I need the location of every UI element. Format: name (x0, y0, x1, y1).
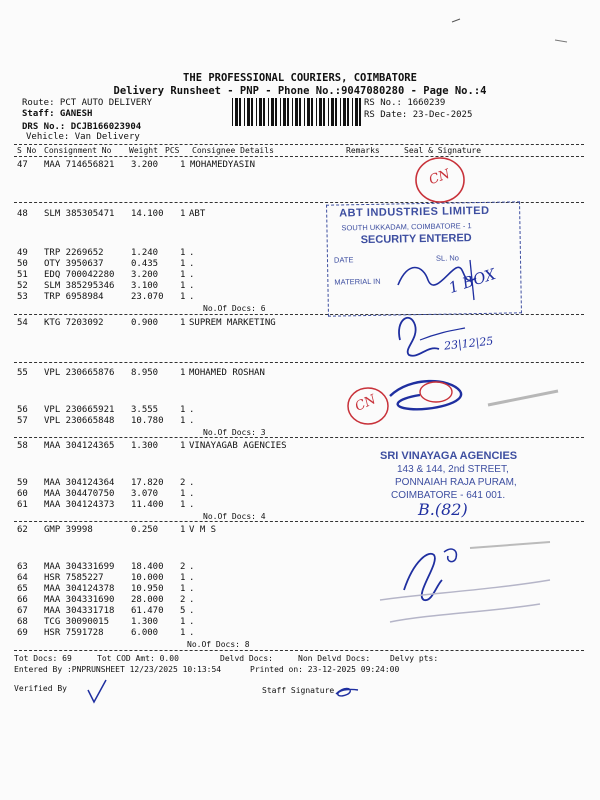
total-cod-amount: Tot COD Amt: 0.00 (97, 654, 179, 663)
row-pcs: 2 (180, 478, 186, 488)
handwritten-note: B.(82) (418, 500, 468, 519)
row-pcs: 1 (180, 248, 186, 258)
row-pcs: 1 (180, 573, 186, 583)
row-consignee: . (189, 292, 195, 302)
row-consignment: MAA 304124364 (44, 478, 115, 488)
row-consignment: VPL 230665876 (44, 368, 115, 378)
row-pcs: 1 (180, 441, 186, 451)
row-consignee: . (189, 606, 195, 616)
row-pcs: 1 (180, 525, 186, 535)
stamp-address: SOUTH UKKADAM, COIMBATORE - 1 (341, 221, 472, 233)
row-consignment: HSR 7591728 (44, 628, 104, 638)
row-weight: 14.100 (131, 209, 164, 219)
row-consignee: . (189, 248, 195, 258)
group-doc-count: No.Of Docs: 8 (187, 640, 250, 649)
vinayaga-stamp-address2: PONNAIAH RAJA PURAM, (395, 477, 517, 488)
col-consignment: Consignment No (44, 146, 112, 155)
row-weight: 3.100 (131, 281, 159, 291)
row-sno: 51 (17, 270, 28, 280)
row-consignee: . (189, 584, 195, 594)
row-consignment: TRP 2269652 (44, 248, 104, 258)
row-consignment: MAA 304124373 (44, 500, 115, 510)
route-label: Route: PCT AUTO DELIVERY (22, 98, 153, 108)
row-consignee: . (189, 573, 195, 583)
row-consignment: GMP 39998 (44, 525, 93, 535)
vinayaga-stamp-name: SRI VINAYAGA AGENCIES (380, 450, 518, 462)
delivered-docs: Delvd Docs: (220, 654, 273, 663)
row-sno: 65 (17, 584, 28, 594)
row-consignment: MAA 304331690 (44, 595, 115, 605)
total-docs: Tot Docs: 69 (14, 654, 72, 663)
rs-number: RS No.: 1660239 (364, 98, 446, 108)
staff-label: Staff: GANESH (22, 109, 93, 119)
row-pcs: 1 (180, 209, 186, 219)
printed-on: Printed on: 23-12-2025 09:24:00 (250, 665, 400, 674)
row-weight: 3.070 (131, 489, 159, 499)
row-pcs: 1 (180, 292, 186, 302)
row-sno: 69 (17, 628, 28, 638)
staff-signature-mark (336, 689, 358, 696)
row-sno: 56 (17, 405, 28, 415)
row-consignee: . (189, 628, 195, 638)
row-consignee: . (189, 489, 195, 499)
col-remarks: Remarks (346, 146, 380, 155)
row-pcs: 1 (180, 318, 186, 328)
row-consignment: MAA 304124378 (44, 584, 115, 594)
verified-signature-mark (88, 680, 106, 702)
row-sno: 53 (17, 292, 28, 302)
row-consignee: V M S (189, 525, 217, 535)
row-consignee: . (189, 595, 195, 605)
col-pcs: PCS (165, 146, 180, 155)
row-pcs: 1 (180, 628, 186, 638)
verified-by-label: Verified By (14, 684, 67, 693)
signature-mark (399, 318, 439, 356)
row-consignment: OTY 3950637 (44, 259, 104, 269)
row-consignment: VPL 230665848 (44, 416, 115, 426)
row-pcs: 1 (180, 617, 186, 627)
row-pcs: 1 (180, 368, 186, 378)
row-weight: 3.555 (131, 405, 159, 415)
row-weight: 6.000 (131, 628, 159, 638)
vinayaga-stamp-address1: 143 & 144, 2nd STREET, (397, 464, 509, 475)
row-consignee: . (189, 478, 195, 488)
stamp-company-name: ABT INDUSTRIES LIMITED (339, 204, 490, 220)
group-doc-count: No.Of Docs: 4 (203, 512, 266, 521)
row-consignee: . (189, 562, 195, 572)
row-consignment: SLM 385295346 (44, 281, 115, 291)
handwritten-date: 23|12|25 (443, 334, 494, 353)
row-consignee: . (189, 500, 195, 510)
row-consignee: MOHAMED ROSHAN (189, 368, 265, 378)
handwritten-cn-mark: CN (352, 392, 379, 415)
stamp-material-label: MATERIAL IN (334, 276, 381, 287)
group-doc-count: No.Of Docs: 3 (203, 428, 266, 437)
row-sno: 60 (17, 489, 28, 499)
row-weight: 28.000 (131, 595, 164, 605)
col-consignee-details: Consignee Details (192, 146, 274, 155)
stamp-sl-label: SL. No (435, 253, 460, 263)
row-sno: 55 (17, 368, 28, 378)
row-sno: 58 (17, 441, 28, 451)
row-weight: 0.435 (131, 259, 159, 269)
row-pcs: 2 (180, 595, 186, 605)
row-weight: 1.240 (131, 248, 159, 258)
row-sno: 47 (17, 160, 28, 170)
entered-by: Entered By :PNPRUNSHEET 12/23/2025 10:13:54 (14, 665, 222, 674)
stamp-status: SECURITY ENTERED (360, 232, 472, 247)
row-weight: 10.950 (131, 584, 164, 594)
row-weight: 3.200 (131, 160, 159, 170)
row-weight: 61.470 (131, 606, 164, 616)
row-sno: 64 (17, 573, 28, 583)
row-consignment: MAA 304470750 (44, 489, 115, 499)
row-pcs: 5 (180, 606, 186, 616)
row-sno: 50 (17, 259, 28, 269)
row-weight: 1.300 (131, 441, 159, 451)
row-sno: 62 (17, 525, 28, 535)
row-pcs: 1 (180, 500, 186, 510)
col-seal-signature: Seal & Signature (404, 146, 482, 155)
row-consignment: TCG 30090015 (44, 617, 110, 627)
row-consignee: MOHAMEDYASIN (190, 160, 256, 170)
non-delivered-docs: Non Delvd Docs: (298, 654, 371, 663)
row-consignee: . (189, 416, 195, 426)
row-weight: 10.780 (131, 416, 164, 426)
row-sno: 54 (17, 318, 28, 328)
row-pcs: 1 (180, 270, 186, 280)
runsheet-title: Delivery Runsheet - PNP - Phone No.:9047080280 - Page No.:4 (113, 85, 487, 97)
row-pcs: 1 (180, 160, 186, 170)
rs-date: RS Date: 23-Dec-2025 (364, 110, 473, 120)
row-weight: 10.000 (131, 573, 164, 583)
row-sno: 59 (17, 478, 28, 488)
row-pcs: 1 (180, 281, 186, 291)
row-weight: 3.200 (131, 270, 159, 280)
row-pcs: 1 (180, 489, 186, 499)
row-weight: 0.250 (131, 525, 159, 535)
row-weight: 23.070 (131, 292, 164, 302)
col-weight: Weight (129, 146, 158, 155)
row-consignment: HSR 7585227 (44, 573, 104, 583)
row-consignment: MAA 304331718 (44, 606, 115, 616)
staff-signature-label: Staff Signature (262, 686, 335, 695)
group-doc-count: No.Of Docs: 6 (203, 304, 266, 313)
row-weight: 1.300 (131, 617, 159, 627)
row-weight: 0.900 (131, 318, 159, 328)
row-weight: 11.400 (131, 500, 164, 510)
row-consignee: . (189, 405, 195, 415)
vehicle-label: Vehicle: Van Delivery (26, 132, 140, 142)
row-sno: 68 (17, 617, 28, 627)
row-weight: 8.950 (131, 368, 159, 378)
row-consignee: . (189, 259, 195, 269)
row-consignment: VPL 230665921 (44, 405, 115, 415)
row-consignment: MAA 714656821 (44, 160, 115, 170)
row-sno: 57 (17, 416, 28, 426)
col-sno: S No (17, 146, 37, 155)
handwritten-box-count: 1 BOX (446, 264, 498, 298)
row-sno: 61 (17, 500, 28, 510)
company-title: THE PROFESSIONAL COURIERS, COIMBATORE (183, 72, 417, 84)
row-consignment: TRP 6958984 (44, 292, 104, 302)
row-pcs: 1 (180, 416, 186, 426)
row-consignee: . (189, 270, 195, 280)
row-pcs: 1 (180, 584, 186, 594)
drs-number: DRS No.: DCJB166023904 (22, 122, 142, 132)
row-consignee: ABT (189, 209, 206, 219)
row-sno: 63 (17, 562, 28, 572)
row-pcs: 1 (180, 259, 186, 269)
row-sno: 52 (17, 281, 28, 291)
handwritten-cn-mark: CN (427, 166, 453, 189)
row-consignee: VINAYAGAB AGENCIES (189, 441, 287, 451)
row-weight: 17.820 (131, 478, 164, 488)
row-weight: 18.400 (131, 562, 164, 572)
row-consignment: SLM 385305471 (44, 209, 115, 219)
row-pcs: 2 (180, 562, 186, 572)
delivery-points: Delvy pts: (390, 654, 439, 663)
vinayaga-stamp-address3: COIMBATORE - 641 001. (391, 490, 506, 501)
stamp-date-label: DATE (333, 255, 354, 265)
row-pcs: 1 (180, 405, 186, 415)
row-sno: 49 (17, 248, 28, 258)
row-consignee: . (189, 617, 195, 627)
row-consignment: EDQ 700042280 (44, 270, 115, 280)
row-consignment: MAA 304331699 (44, 562, 115, 572)
row-consignment: KTG 7203092 (44, 318, 104, 328)
row-sno: 67 (17, 606, 28, 616)
row-sno: 66 (17, 595, 28, 605)
row-sno: 48 (17, 209, 28, 219)
row-consignee: SUPREM MARKETING (189, 318, 276, 328)
row-consignee: . (189, 281, 195, 291)
row-consignment: MAA 304124365 (44, 441, 115, 451)
